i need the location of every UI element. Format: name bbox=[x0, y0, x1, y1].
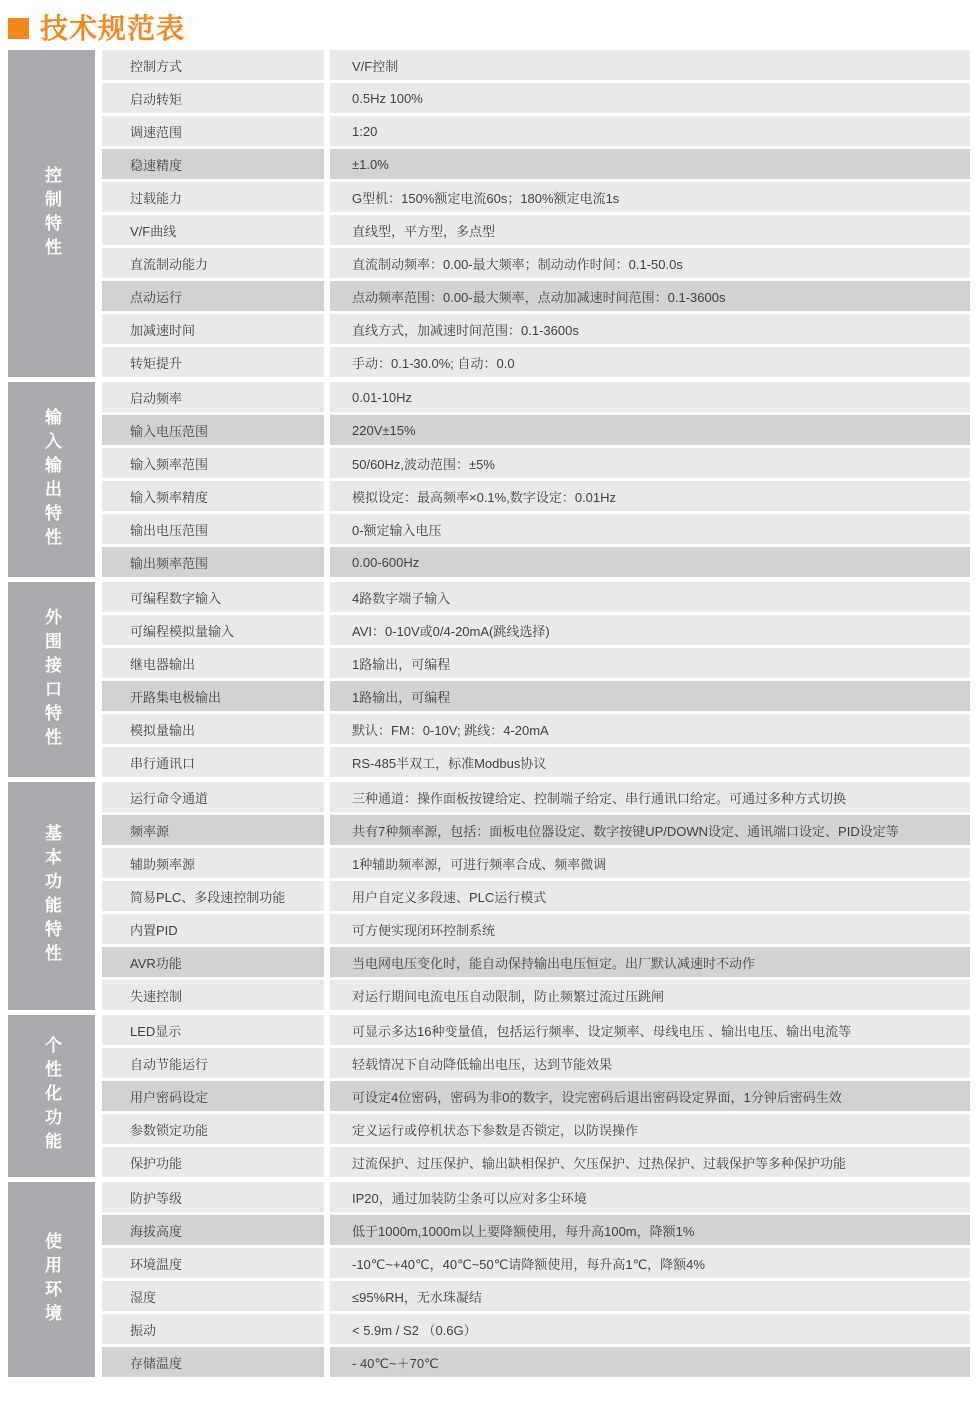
table-row bbox=[102, 1081, 970, 1111]
row-label: 控制方式 bbox=[102, 50, 324, 80]
category-label: 使用环境 bbox=[8, 1182, 95, 1377]
table-row bbox=[102, 914, 970, 944]
row-value: 0-额定输入电压 bbox=[330, 514, 970, 544]
category-label: 输入输出特性 bbox=[8, 382, 95, 577]
table-row bbox=[102, 50, 970, 80]
row-value: 轻载情况下自动降低输出电压，达到节能效果 bbox=[330, 1048, 970, 1078]
section-rows bbox=[102, 50, 970, 377]
spec-section bbox=[8, 50, 970, 377]
table-row bbox=[102, 116, 970, 146]
table-row bbox=[102, 714, 970, 744]
row-value: ≤95%RH，无水珠凝结 bbox=[330, 1281, 970, 1311]
table-row bbox=[102, 382, 970, 412]
row-value: 定义运行或停机状态下参数是否锁定，以防误操作 bbox=[330, 1114, 970, 1144]
page-header bbox=[0, 0, 977, 50]
row-value: AVI：0-10V或0/4-20mA(跳线选择) bbox=[330, 615, 970, 645]
row-label: 输入频率范围 bbox=[102, 448, 324, 478]
table-row bbox=[102, 1147, 970, 1177]
section-rows bbox=[102, 782, 970, 1010]
table-row bbox=[102, 582, 970, 612]
row-label: 内置PID bbox=[102, 914, 324, 944]
table-row bbox=[102, 481, 970, 511]
spec-section bbox=[8, 382, 970, 577]
section-rows bbox=[102, 582, 970, 777]
table-row bbox=[102, 1215, 970, 1245]
row-label: 输入频率精度 bbox=[102, 481, 324, 511]
table-row bbox=[102, 615, 970, 645]
table-row bbox=[102, 314, 970, 344]
table-row bbox=[102, 648, 970, 678]
row-value: 0.01-10Hz bbox=[330, 382, 970, 412]
row-value: 可方便实现闭环控制系统 bbox=[330, 914, 970, 944]
row-value: 三种通道：操作面板按键给定、控制端子给定、串行通讯口给定。可通过多种方式切换 bbox=[330, 782, 970, 812]
spec-section bbox=[8, 782, 970, 1010]
row-label: 辅助频率源 bbox=[102, 848, 324, 878]
row-value: - 40℃~＋70℃ bbox=[330, 1347, 970, 1377]
table-row bbox=[102, 1114, 970, 1144]
row-value: 用户自定义多段速、PLC运行模式 bbox=[330, 881, 970, 911]
table-row bbox=[102, 1281, 970, 1311]
row-label: 用户密码设定 bbox=[102, 1081, 324, 1111]
table-row bbox=[102, 848, 970, 878]
table-row bbox=[102, 1015, 970, 1045]
row-value: 4路数字端子输入 bbox=[330, 582, 970, 612]
table-row bbox=[102, 347, 970, 377]
section-rows bbox=[102, 1182, 970, 1377]
table-row bbox=[102, 947, 970, 977]
row-label: 串行通讯口 bbox=[102, 747, 324, 777]
table-row bbox=[102, 1248, 970, 1278]
row-label: 湿度 bbox=[102, 1281, 324, 1311]
row-value: 220V±15% bbox=[330, 415, 970, 445]
orange-square-icon bbox=[8, 18, 29, 39]
row-label: 可编程模拟量输入 bbox=[102, 615, 324, 645]
row-label: 保护功能 bbox=[102, 1147, 324, 1177]
row-label: AVR功能 bbox=[102, 947, 324, 977]
row-label: 简易PLC、多段速控制功能 bbox=[102, 881, 324, 911]
row-label: 模拟量输出 bbox=[102, 714, 324, 744]
category-label: 个性化功能 bbox=[8, 1015, 95, 1177]
row-label: 稳速精度 bbox=[102, 149, 324, 179]
table-row bbox=[102, 881, 970, 911]
row-value: 当电网电压变化时，能自动保持输出电压恒定。出厂默认减速时不动作 bbox=[330, 947, 970, 977]
row-value: -10℃~+40℃，40℃~50℃请降额使用，每升高1℃，降额4% bbox=[330, 1248, 970, 1278]
row-label: 直流制动能力 bbox=[102, 248, 324, 278]
section-rows bbox=[102, 382, 970, 577]
page-title: 技术规范表 bbox=[40, 13, 186, 44]
row-value: 0.5Hz 100% bbox=[330, 83, 970, 113]
table-row bbox=[102, 182, 970, 212]
spec-section bbox=[8, 1182, 970, 1377]
table-row bbox=[102, 782, 970, 812]
row-value: 直线型，平方型，多点型 bbox=[330, 215, 970, 245]
row-value: 手动：0.1-30.0%; 自动：0.0 bbox=[330, 347, 970, 377]
row-label: 海拔高度 bbox=[102, 1215, 324, 1245]
table-row bbox=[102, 281, 970, 311]
table-row bbox=[102, 83, 970, 113]
row-value: 低于1000m,1000m以上要降额使用，每升高100m，降额1% bbox=[330, 1215, 970, 1245]
row-value: 可设定4位密码，密码为非0的数字，设完密码后退出密码设定界面，1分钟后密码生效 bbox=[330, 1081, 970, 1111]
row-label: 启动转矩 bbox=[102, 83, 324, 113]
table-row bbox=[102, 980, 970, 1010]
category-label: 基本功能特性 bbox=[8, 782, 95, 1010]
category-label: 外围接口特性 bbox=[8, 582, 95, 777]
row-label: 环境温度 bbox=[102, 1248, 324, 1278]
table-row bbox=[102, 1314, 970, 1344]
row-value: RS-485半双工，标准Modbus协议 bbox=[330, 747, 970, 777]
row-value: < 5.9m / S2 （0.6G） bbox=[330, 1314, 970, 1344]
row-label: 参数锁定功能 bbox=[102, 1114, 324, 1144]
row-label: LED显示 bbox=[102, 1015, 324, 1045]
row-value: 0.00-600Hz bbox=[330, 547, 970, 577]
spec-table bbox=[8, 50, 970, 1377]
row-value: 模拟设定：最高频率×0.1%,数字设定：0.01Hz bbox=[330, 481, 970, 511]
row-value: 1路输出，可编程 bbox=[330, 681, 970, 711]
row-value: 可显示多达16种变量值，包括运行频率、设定频率、母线电压 、输出电压、输出电流等 bbox=[330, 1015, 970, 1045]
row-value: 默认：FM：0-10V; 跳线：4-20mA bbox=[330, 714, 970, 744]
row-label: 防护等级 bbox=[102, 1182, 324, 1212]
row-label: 失速控制 bbox=[102, 980, 324, 1010]
table-row bbox=[102, 1048, 970, 1078]
table-row bbox=[102, 681, 970, 711]
row-value: 1种辅助频率源，可进行频率合成、频率微调 bbox=[330, 848, 970, 878]
row-label: 转矩提升 bbox=[102, 347, 324, 377]
row-label: 过载能力 bbox=[102, 182, 324, 212]
spec-section bbox=[8, 1015, 970, 1177]
table-row bbox=[102, 547, 970, 577]
row-value: ±1.0% bbox=[330, 149, 970, 179]
row-label: 继电器输出 bbox=[102, 648, 324, 678]
row-value: 过流保护、过压保护、输出缺相保护、欠压保护、过热保护、过载保护等多种保护功能 bbox=[330, 1147, 970, 1177]
row-label: 开路集电极输出 bbox=[102, 681, 324, 711]
table-row bbox=[102, 815, 970, 845]
row-value: 对运行期间电流电压自动限制，防止频繁过流过压跳闸 bbox=[330, 980, 970, 1010]
row-label: 频率源 bbox=[102, 815, 324, 845]
row-label: 输入电压范围 bbox=[102, 415, 324, 445]
table-row bbox=[102, 1182, 970, 1212]
row-label: 输出电压范围 bbox=[102, 514, 324, 544]
row-label: 运行命令通道 bbox=[102, 782, 324, 812]
table-row bbox=[102, 149, 970, 179]
row-label: 输出频率范围 bbox=[102, 547, 324, 577]
row-value: 1:20 bbox=[330, 116, 970, 146]
row-label: 自动节能运行 bbox=[102, 1048, 324, 1078]
spec-section bbox=[8, 582, 970, 777]
row-value: 50/60Hz,波动范围：±5% bbox=[330, 448, 970, 478]
row-value: IP20，通过加装防尘条可以应对多尘环境 bbox=[330, 1182, 970, 1212]
table-row bbox=[102, 448, 970, 478]
table-row bbox=[102, 215, 970, 245]
row-label: 加减速时间 bbox=[102, 314, 324, 344]
category-label: 控制特性 bbox=[8, 50, 95, 377]
section-rows bbox=[102, 1015, 970, 1177]
row-value: 1路输出，可编程 bbox=[330, 648, 970, 678]
table-row bbox=[102, 514, 970, 544]
row-value: 点动频率范围：0.00-最大频率，点动加减速时间范围：0.1-3600s bbox=[330, 281, 970, 311]
table-row bbox=[102, 415, 970, 445]
table-row bbox=[102, 1347, 970, 1377]
row-label: 点动运行 bbox=[102, 281, 324, 311]
row-value: G型机：150%额定电流60s；180%额定电流1s bbox=[330, 182, 970, 212]
row-label: 可编程数字输入 bbox=[102, 582, 324, 612]
row-label: 启动频率 bbox=[102, 382, 324, 412]
row-value: V/F控制 bbox=[330, 50, 970, 80]
row-label: 存储温度 bbox=[102, 1347, 324, 1377]
table-row bbox=[102, 248, 970, 278]
row-label: 调速范围 bbox=[102, 116, 324, 146]
row-label: 振动 bbox=[102, 1314, 324, 1344]
row-value: 直流制动频率：0.00-最大频率；制动动作时间：0.1-50.0s bbox=[330, 248, 970, 278]
row-value: 直线方式，加减速时间范围：0.1-3600s bbox=[330, 314, 970, 344]
row-value: 共有7种频率源，包括：面板电位器设定、数字按键UP/DOWN设定、通讯端口设定、PID设定等 bbox=[330, 815, 970, 845]
table-row bbox=[102, 747, 970, 777]
row-label: V/F曲线 bbox=[102, 215, 324, 245]
